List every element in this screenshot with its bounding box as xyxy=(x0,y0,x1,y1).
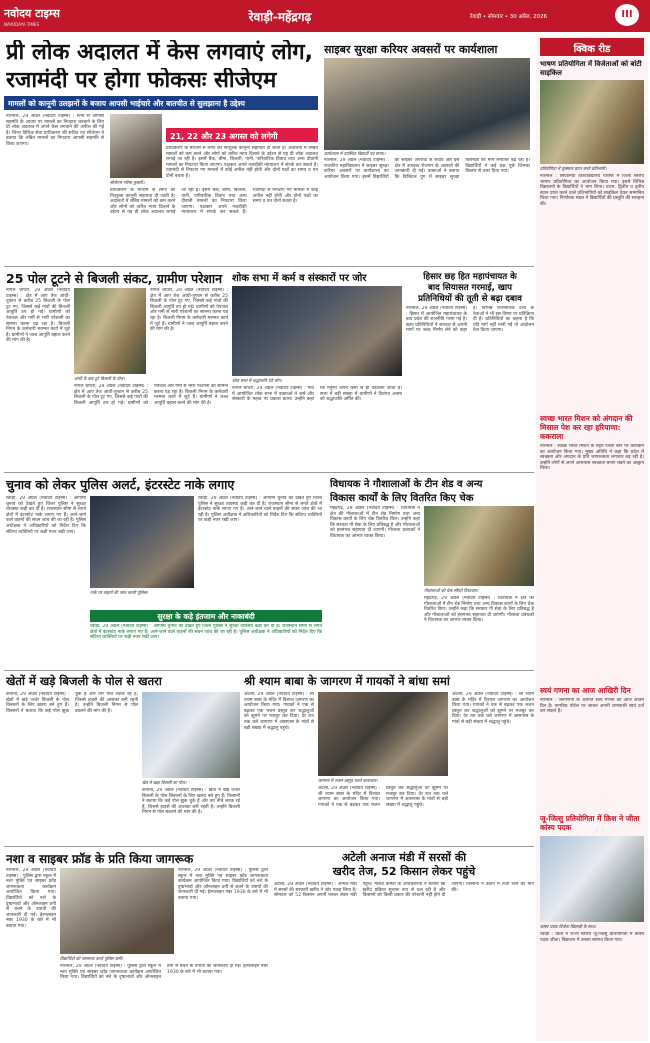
lok-adalat-box-title: 21, 22 और 23 अगस्त को लगेगी xyxy=(170,132,278,141)
hisar-body: नारनौल, 29 अप्रैल (नवोदय टाइम्स) : हिसार में आयोजित महापंचायत के बाद प्रदेश की राजनीति गरमा गई है। खाप प्रतिनिधियों ने सरकार से अपनी मांगों पर जल्द निर्णय लेने को कहा है। विभिन्न राजनीतिक दलों के नेताओं ने भी इस विषय पर प्रतिक्रिया दी है। प्रतिनिधियों का कहना है कि यदि मांगें नहीं मानी गईं तो आंदोलन तेज किया जाएगा। xyxy=(406,306,534,334)
cyber-caption: कार्यशाला में उपस्थित विद्यार्थी एवं स्टाफ। xyxy=(324,151,386,156)
electric-body-2: नांगल चौधरी, 29 अप्रैल (नवोदय टाइम्स) : क्षेत्र में आए तेज आंधी-तूफान से करीब 25 बिजली के पोल टूट गए, जिससे कई गांवों की बिजली आपूर्ति ठप हो गई। ग्रामीणों को पेयजल और गर्मी से भारी परेशानी का सामना करना पड़ रहा है। बिजली निगम के कर्मचारी मरम्मत कार्य में जुटे हैं। ग्रामीणों ने जल्द आपूर्ति बहाल करने की मांग की है। xyxy=(74,384,228,406)
lok-adalat-headline-2: रजामंदी पर होगा फोकसः सीजेएम xyxy=(6,68,277,93)
poles-caption: खेत में खड़ा बिजली का पोल। xyxy=(142,780,187,785)
nasha-caption: विद्यार्थियों को जागरूक करते पुलिस कर्मी। xyxy=(60,956,124,961)
lok-adalat-headline-1: प्री लोक अदालत में केस लगवाएं लोग, xyxy=(6,40,314,65)
hisar-headline-2: बाद सियासत गरमाई, खाप xyxy=(428,283,512,293)
shyam-body-3: अटेली, 29 अप्रैल (नवोदय टाइम्स) : श्री श्याम बाबा के मंदिर में विशाल जागरण का आयोजन किया गया। गायकों ने एक से बढ़कर एक भजन प्रस्तुत कर श्रद्धालुओं को झूमने पर मजबूर कर दिया। देर रात तक चले जागरण में आसपास के गांवों से बड़ी संख्या में श्रद्धालु पहुंचे। xyxy=(452,692,534,725)
lok-adalat-box-text: प्राधिकरण के माध्यम से लोगों को निःशुल्क कानूनी सहायता दी जाती है। अदालतों में लंबित मामलों को कम करने और लोगों को त्वरित न्याय दिलाने के उद्देश्य से यह प्री लोक अदालत लगाई जा रही है। इसमें बैंक, बीमा, बिजली, पानी, पारिवारिक विवाद तथा अन्य दीवानी मामलों का निपटारा किया जाएगा। पक्षकार अपने नजदीकी न्यायालय में संपर्क कर सकते हैं। रजामंदी से निपटाए गए मामलों में कोई अपील नहीं होती और दोनों पक्षों का समय व धन दोनों बचता है। xyxy=(166,146,318,179)
electric-body-1: नांगल चौधरी, 29 अप्रैल (नवोदय टाइम्स) : क्षेत्र में आए तेज आंधी-तूफान से करीब 25 बिजली के पोल टूट गए, जिससे कई गांवों की बिजली आपूर्ति ठप हो गई। ग्रामीणों को पेयजल और गर्मी से भारी परेशानी का सामना करना पड़ रहा है। बिजली निगम के कर्मचारी मरम्मत कार्य में जुटे हैं। ग्रामीणों ने जल्द आपूर्ति बहाल करने की मांग की है। xyxy=(6,288,70,344)
hisar-headline-3: प्रतिनिधियों की तूती से बढ़ा दबाव xyxy=(418,294,522,304)
mandi-headline-2: खरीद तेज, 52 किसान लेकर पहुंचे xyxy=(332,865,476,878)
police-body-2: रेवाड़ी, 29 अप्रैल (नवोदय टाइम्स) : आगामी चुनाव को देखते हुए जिला पुलिस ने सुरक्षा व्यवस्था कड़ी कर दी है। राजस्थान सीमा से लगते क्षेत्रों में इंटरस्टेट नाके लगाए गए हैं। आने-जाने वाले वाहनों की सघन जांच की जा रही है। पुलिस अधीक्षक ने अधिकारियों को निर्देश दिए कि संदिग्ध व्यक्तियों पर कड़ी नजर रखी जाए। xyxy=(198,496,322,524)
quick-read-item4-body: रेवाड़ी : क्रिश ने राज्य स्तरीय जू-जित्सु प्रतियोगिता में कांस्य पदक जीता। विद्यालय में उनका स्वागत किया गया। xyxy=(540,932,644,943)
mla-body-1: महेंद्रगढ़, 29 अप्रैल (नवोदय टाइम्स) : विधायक ने क्षेत्र की गौशालाओं में टीन शेड निर्माण तथा अन्य विकास कार्यों के लिए चेक वितरित किए। उन्होंने कहा कि सरकार गौ सेवा के लिए प्रतिबद्ध है और गौशालाओं को हरसंभव सहायता दी जाएगी। गौशाला प्रबंधकों ने विधायक का आभार व्यक्त किया। xyxy=(330,506,420,539)
shyam-headline: श्री श्याम बाबा के जागरण में गायकों ने बांधा समां xyxy=(244,674,450,688)
lok-adalat-body: प्राधिकरण के माध्यम से लोगों को निःशुल्क कानूनी सहायता दी जाती है। अदालतों में लंबित मामलों को कम करने और लोगों को त्वरित न्याय दिलाने के उद्देश्य से यह प्री लोक अदालत लगाई जा रही है। इसमें बैंक, बीमा, बिजली, पानी, पारिवारिक विवाद तथा अन्य दीवानी मामलों का निपटारा किया जाएगा। पक्षकार अपने नजदीकी न्यायालय में संपर्क कर सकते हैं। रजामंदी से निपटाए गए मामलों में कोई अपील नहीं होती और दोनों पक्षों का समय व धन दोनों बचता है। xyxy=(110,188,318,216)
quick-read-item4-photo xyxy=(540,836,644,922)
divider-1 xyxy=(4,266,534,267)
quick-read-item1-caption: प्रतियोगिता में पुरस्कार प्राप्त करते प्रतिभागी। xyxy=(540,166,607,171)
quick-read-item4-caption: कांस्य पदक विजेता खिलाड़ी के साथ। xyxy=(540,924,596,929)
electric-caption: आंधी के बाद टूटे बिजली के पोल। xyxy=(74,376,125,381)
shok-caption: शोक सभा में श्रद्धांजलि देते लोग। xyxy=(232,378,283,383)
quick-read-item3-headline: स्वयं गणना का आज आखिरी दिन xyxy=(540,686,631,695)
mla-body-2: महेंद्रगढ़, 29 अप्रैल (नवोदय टाइम्स) : विधायक ने क्षेत्र की गौशालाओं में टीन शेड निर्माण तथा अन्य विकास कार्यों के लिए चेक वितरित किए। उन्होंने कहा कि सरकार गौ सेवा के लिए प्रतिबद्ध है और गौशालाओं को हरसंभव सहायता दी जाएगी। गौशाला प्रबंधकों ने विधायक का आभार व्यक्त किया। xyxy=(424,596,534,624)
police-photo xyxy=(90,496,194,588)
quick-read-item1-headline: भाषण प्रतियोगिता में विजेताओं को बांटी साइकिल xyxy=(540,60,642,77)
police-body-1: रेवाड़ी, 29 अप्रैल (नवोदय टाइम्स) : आगामी चुनाव को देखते हुए जिला पुलिस ने सुरक्षा व्यवस्था कड़ी कर दी है। राजस्थान सीमा से लगते क्षेत्रों में इंटरस्टेट नाके लगाए गए हैं। आने-जाने वाले वाहनों की सघन जांच की जा रही है। पुलिस अधीक्षक ने अधिकारियों को निर्देश दिए कि संदिग्ध व्यक्तियों पर कड़ी नजर रखी जाए। xyxy=(6,496,86,535)
divider-3 xyxy=(4,670,534,671)
lok-adalat-intro: नारनौल, 29 अप्रैल (नवोदय टाइम्स) : सभी से आपसी सहमति के आधार पर मामलों का निपटारा करवाने के लिए प्री लोक अदालत में अपने केस लगवाने की अपील की गई है। जिला विधिक सेवा प्राधिकरण की सचिव एवं सीजेएम ने बताया कि लंबित मामलों का निपटारा आपसी सहमति से किया जाएगा। xyxy=(6,114,104,147)
police-box-text: रेवाड़ी, 29 अप्रैल (नवोदय टाइम्स) : आगामी चुनाव को देखते हुए जिला पुलिस ने सुरक्षा व्यवस्था कड़ी कर दी है। राजस्थान सीमा से लगते क्षेत्रों में इंटरस्टेट नाके लगाए गए हैं। आने-जाने वाले वाहनों की सघन जांच की जा रही है। पुलिस अधीक्षक ने अधिकारियों को निर्देश दिए कि संदिग्ध व्यक्तियों पर कड़ी नजर रखी जाए। xyxy=(90,624,322,641)
police-box-title: सुरक्षा के कड़े इंतजाम और नाकाबंदी xyxy=(157,612,255,621)
poles-headline: खेतों में खड़े बिजली के पोल से खतरा xyxy=(6,674,162,688)
quick-read-item2-body: नारनौल : स्वच्छ भारत मिशन के तहत जिला स्तर पर कार्यक्रम का आयोजन किया गया। मुख्य अतिथि ने कहा कि प्रदेश में स्वच्छता और अंगदान के प्रति जागरूकता लगातार बढ़ रही है। उन्होंने लोगों से अपने आसपास स्वच्छता बनाए रखने का आह्वान किया। xyxy=(540,444,644,472)
quick-read-item3-body: नारनौल : जनगणना के अंतर्गत स्वयं गणना का आज अंतिम दिन है। नागरिक पोर्टल पर जाकर अपनी जानकारी स्वयं दर्ज कर सकते हैं। xyxy=(540,698,644,715)
cyber-photo xyxy=(324,58,530,150)
nasha-body-1: नारनौल, 29 अप्रैल (नवोदय टाइम्स) : पुलिस द्वारा स्कूल में नशा मुक्ति एवं साइबर फ्रॉड जागरूकता कार्यक्रम आयोजित किया गया। विद्यार्थियों को नशे के दुष्प्रभावों और ऑनलाइन ठगी से बचने के उपायों की जानकारी दी गई। हेल्पलाइन नंबर 1930 के बारे में भी बताया गया। xyxy=(6,868,56,929)
police-caption: नाके पर वाहनों की जांच करती पुलिस। xyxy=(90,590,149,595)
poles-body-2: कनीना, 29 अप्रैल (नवोदय टाइम्स) : खेतों में खड़े जर्जर बिजली के पोल किसानों के लिए खतरा बने हुए हैं। किसानों ने बताया कि कई पोल झुक चुके हैं और तार नीचे लटक रहे हैं, जिससे हादसे की आशंका बनी रहती है। उन्होंने बिजली निगम से पोल बदलने की मांग की है। xyxy=(142,788,240,816)
lok-adalat-subhead: मामलों को कानूनी उलझनों के बजाय आपसी भाईचारे और बातचीत से सुलझाना है उद्देश्य xyxy=(8,99,245,108)
shok-headline: शोक सभा में कर्म व संस्कारों पर जोर xyxy=(232,273,367,284)
mla-headline-2: विकास कार्यों के लिए वितरित किए चेक xyxy=(330,493,474,504)
electric-body-3: नांगल चौधरी, 29 अप्रैल (नवोदय टाइम्स) : क्षेत्र में आए तेज आंधी-तूफान से करीब 25 बिजली के पोल टूट गए, जिससे कई गांवों की बिजली आपूर्ति ठप हो गई। ग्रामीणों को पेयजल और गर्मी से भारी परेशानी का सामना करना पड़ रहा है। बिजली निगम के कर्मचारी मरम्मत कार्य में जुटे हैं। ग्रामीणों ने जल्द आपूर्ति बहाल करने की मांग की है। xyxy=(150,288,228,333)
mla-caption: गौशालाओं को चेक सौंपते विधायक। xyxy=(424,588,479,593)
shok-photo xyxy=(232,286,402,376)
hisar-headline-1: हिसार छह हित महापंचायत के xyxy=(423,272,517,282)
quick-read-title: क्विक रीड xyxy=(573,44,611,55)
cjm-caption: सीजेएम गरिमा कुमारी। xyxy=(110,180,145,185)
poles-body-1: कनीना, 29 अप्रैल (नवोदय टाइम्स) : खेतों में खड़े जर्जर बिजली के पोल किसानों के लिए खतरा बने हुए हैं। किसानों ने बताया कि कई पोल झुक चुके हैं और तार नीचे लटक रहे हैं, जिससे हादसे की आशंका बनी रहती है। उन्होंने बिजली निगम से पोल बदलने की मांग की है। xyxy=(6,692,138,714)
nasha-body-3: नारनौल, 29 अप्रैल (नवोदय टाइम्स) : पुलिस द्वारा स्कूल में नशा मुक्ति एवं साइबर फ्रॉड जागरूकता कार्यक्रम आयोजित किया गया। विद्यार्थियों को नशे के दुष्प्रभावों और ऑनलाइन ठगी से बचने के उपायों की जानकारी दी गई। हेल्पलाइन नंबर 1930 के बारे में भी बताया गया। xyxy=(178,868,268,901)
cyber-body: नारनौल, 29 अप्रैल (नवोदय टाइम्स) : राजकीय महाविद्यालय में साइबर सुरक्षा करियर अवसरों पर कार्यशाला का आयोजन किया गया। इसमें विद्यार्थियों को साइबर अपराधों से बचाव और इस क्षेत्र में उपलब्ध रोजगार के अवसरों की जानकारी दी गई। वक्ताओं ने बताया कि डिजिटल युग में साइबर सुरक्षा विशेषज्ञों की मांग लगातार बढ़ रही है। विद्यार्थियों ने कई प्रश्न पूछे जिनका विस्तार से उत्तर दिया गया। xyxy=(324,158,530,180)
divider-4 xyxy=(4,846,534,847)
shyam-body-2: अटेली, 29 अप्रैल (नवोदय टाइम्स) : श्री श्याम बाबा के मंदिर में विशाल जागरण का आयोजन किया गया। गायकों ने एक से बढ़कर एक भजन प्रस्तुत कर श्रद्धालुओं को झूमने पर मजबूर कर दिया। देर रात तक चले जागरण में आसपास के गांवों से बड़ी संख्या में श्रद्धालु पहुंचे। xyxy=(318,786,448,808)
quick-read-item4-headline: जू-जित्सु प्रतियोगिता में क्रिश ने जीता कांस्य पदक xyxy=(540,814,640,832)
mandi-body: अटेली, 29 अप्रैल (नवोदय टाइम्स) : अनाज मंडी में सरसों की सरकारी खरीद ने जोर पकड़ लिया है। सोमवार को 52 किसान अपनी फसल लेकर मंडी पहुंचे। मार्केट कमेटी के अधिकारियों ने बताया कि खरीद प्रक्रिया सुचारू रूप से चल रही है और किसानों को किसी प्रकार की परेशानी नहीं होने दी जाएगी। किसानों ने उठान में तेजी लाने की मांग की। xyxy=(274,882,534,899)
mandi-headline-1: अटेली अनाज मंडी में सरसों की xyxy=(341,851,467,864)
nasha-headline: नशा व साइबर फ्रॉड के प्रति किया जागरूक xyxy=(6,852,194,866)
cjm-photo xyxy=(110,114,162,178)
quick-read-item1-body: नारनौल : सिंघानिया विश्वविद्यालय परिसर में जिला स्तरीय भाषण प्रतियोगिता का आयोजन किया गया। इसमें विभिन्न विद्यालयों के विद्यार्थियों ने भाग लिया। प्रथम, द्वितीय व तृतीय स्थान प्राप्त करने वाले प्रतिभागियों को साइकिल देकर सम्मानित किया गया। निर्णायक मंडल ने विद्यार्थियों की प्रस्तुति की सराहना की। xyxy=(540,174,644,207)
shyam-body-1: अटेली, 29 अप्रैल (नवोदय टाइम्स) : श्री श्याम बाबा के मंदिर में विशाल जागरण का आयोजन किया गया। गायकों ने एक से बढ़कर एक भजन प्रस्तुत कर श्रद्धालुओं को झूमने पर मजबूर कर दिया। देर रात तक चले जागरण में आसपास के गांवों से बड़ी संख्या में श्रद्धालु पहुंचे। xyxy=(244,692,314,731)
shyam-photo xyxy=(318,692,448,776)
edition-title: रेवाड़ी-महेंद्रगढ़ xyxy=(248,10,312,24)
quick-read-item2-headline: स्वच्छ भारत मिशन को अंगदान की मिसाल पेश कर रहा हरियाणा: ककराला xyxy=(540,414,633,441)
nasha-photo xyxy=(60,868,174,954)
shok-body: नांगल चौधरी, 29 अप्रैल (नवोदय टाइम्स) : गांव में आयोजित शोक सभा में वक्ताओं ने कर्म और संस्कारों के महत्व पर प्रकाश डाला। उन्होंने कहा कि मनुष्य अपने कर्मों से ही पहचाना जाता है। सभा में बड़ी संख्या में ग्रामीणों ने दिवंगत आत्मा को श्रद्धांजलि अर्पित की। xyxy=(232,386,402,403)
page-number: III xyxy=(615,4,639,26)
shyam-caption: जागरण में भजन प्रस्तुत करते कलाकार। xyxy=(318,778,378,783)
poles-photo xyxy=(142,692,240,778)
cyber-headline: साइबर सुरक्षा करियर अवसरों पर कार्यशाला xyxy=(324,43,498,56)
mla-photo xyxy=(424,506,534,586)
masthead-small: NAVODAYA TIMES xyxy=(4,22,40,27)
divider-2 xyxy=(4,472,534,473)
electric-headline: 25 पोल टूटने से बिजली संकट, ग्रामीण परेशान xyxy=(6,271,223,286)
masthead-brand: नवोदय टाइम्स xyxy=(4,7,60,20)
police-headline: चुनाव को लेकर पुलिस अलर्ट, इंटरस्टेट नाके लगाए xyxy=(6,477,235,492)
date-line: रेवाड़ी • सोमवार • 30 अप्रैल, 2026 xyxy=(470,14,548,20)
electric-photo xyxy=(74,288,146,374)
nasha-body-2: नारनौल, 29 अप्रैल (नवोदय टाइम्स) : पुलिस द्वारा स्कूल में नशा मुक्ति एवं साइबर फ्रॉड जागरूकता कार्यक्रम आयोजित किया गया। विद्यार्थियों को नशे के दुष्प्रभावों और ऑनलाइन ठगी से बचने के उपायों की जानकारी दी गई। हेल्पलाइन नंबर 1930 के बारे में भी बताया गया। xyxy=(60,964,268,981)
quick-read-item1-photo xyxy=(540,80,644,164)
mla-headline-1: विधायक ने गौशालाओं के टीन शेड व अन्य xyxy=(330,479,483,490)
